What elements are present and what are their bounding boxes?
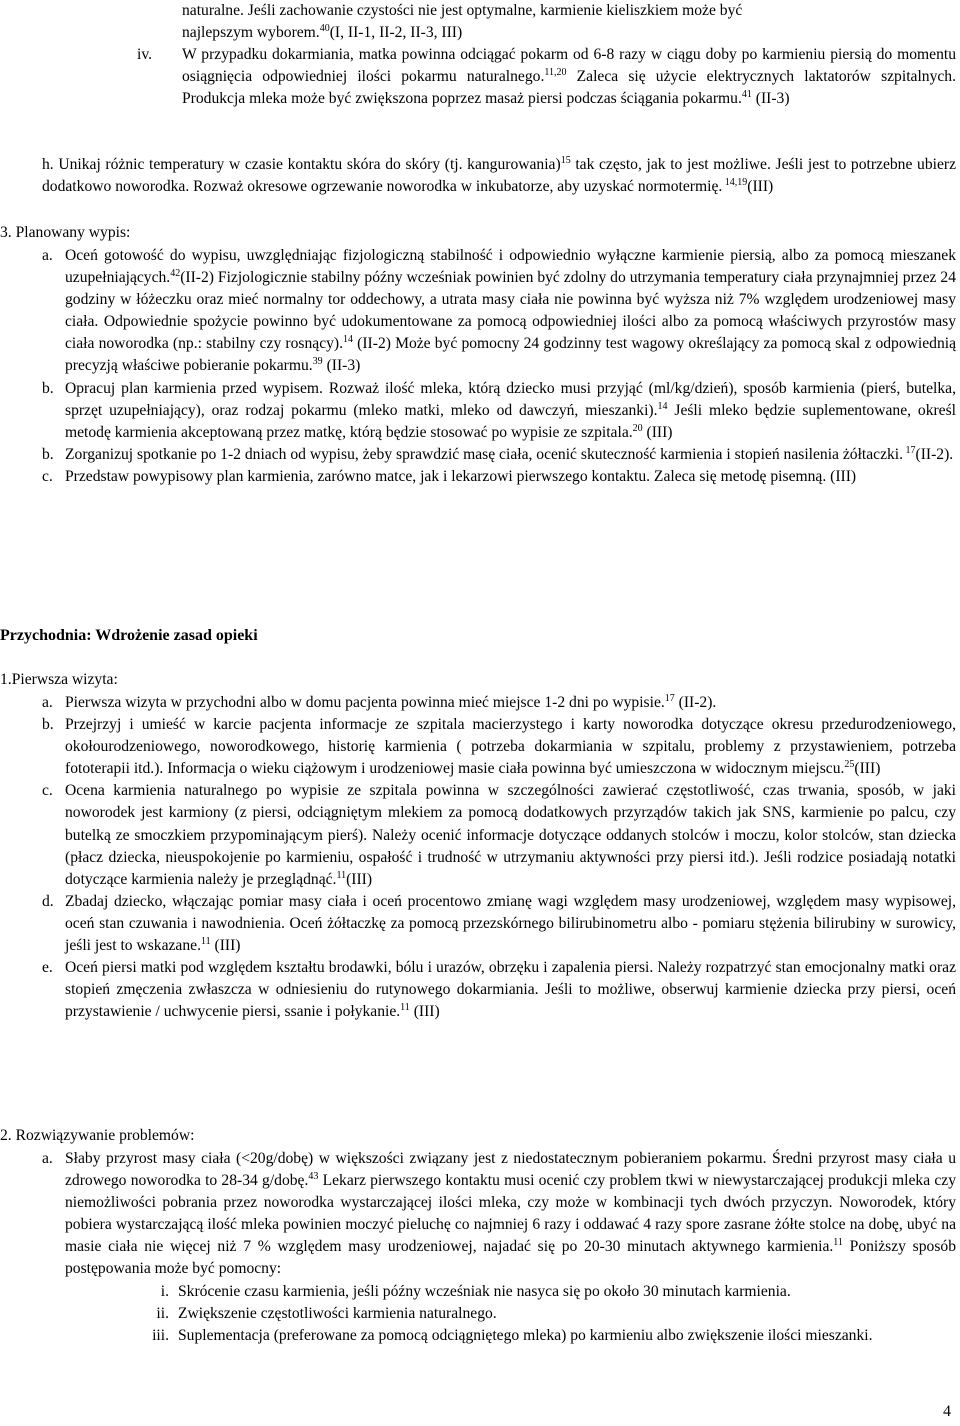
list-item-text: Przejrzyj i umieść w karcie pacjenta informacje ze szpitala macierzystego i karty noworodka dotyczące okresu przedurodzeniowego, okołourodzeniowego, noworodkowego, historię karmienia ( potrzeba dokarmiania w szpitalu, problemy z przystawieniem, potrzeba fototerapii itd.). Informacja o wieku ciążowym i urodzeniowej masie ciała powinna być umieszczona w widocznym miejscu.$^{25}$(III) bbox=[65, 716, 956, 778]
sub-list-item-text: Suplementacja (preferowane za pomocą odciągniętego mleka) po karmieniu albo zwiększenie ilości mieszanki. bbox=[178, 1326, 873, 1344]
sub-list-item-text: Skrócenie czasu karmienia, jeśli późny wcześniak nie nasyca się po około 30 minutach karmienia. bbox=[178, 1282, 791, 1300]
list-item-text: Zorganizuj spotkanie po 1-2 dniach od wypisu, żeby sprawdzić masę ciała, ocenić skuteczność karmienia i stopień nasilenia żółtaczki. $^{17}$(II-2). bbox=[65, 444, 954, 463]
list-item bbox=[0, 466, 956, 488]
list-item-iv bbox=[137, 44, 956, 110]
continuation-line-1: naturalne. Jeśli zachowanie czystości nie jest optymalne, karmienie kieliszkiem może być bbox=[182, 2, 743, 19]
list-item-text: Zbadaj dziecko, włączając pomiar masy ciała i oceń procentowo zmianę wagi względem masy urodzeniowej, względem masy wypisowej, oceń stan czuwania i nawodnienia. Oceń żółtaczkę za pomocą przezskórnego bilirubinometru albo - pomiaru stężenia bilirubiny w surowicy, jeśli jest to wskazane.$^{11}$ (III) bbox=[65, 892, 956, 955]
list-label: c. bbox=[42, 467, 53, 485]
list-item bbox=[0, 714, 956, 780]
list-item bbox=[0, 245, 956, 378]
list-item-text: W przypadku dokarmiania, matka powinna odciągać pokarm od 6-8 razy w ciągu doby po karmieniu piersią do momentu osiągnięcia odpowiedniej ilości pokarmu naturalnego.$^{11,20}$ Zaleca się użycie elektrycznych laktatorów szpitalnych. Produkcja mleka może być zwiększona poprzez masaż piersi podczas ściągania pokarmu.$^{41}$ (II-3) bbox=[182, 46, 956, 108]
list-item bbox=[0, 1148, 956, 1281]
problem-solving-list bbox=[0, 1148, 956, 1347]
sub-list-item bbox=[0, 1303, 956, 1325]
list-item bbox=[0, 780, 956, 890]
sub-list-item bbox=[0, 1281, 956, 1303]
list-label: a. bbox=[42, 694, 53, 711]
list-label: iv. bbox=[137, 46, 153, 63]
list-item-text: Oceń gotowość do wypisu, uwzględniając fizjologiczną stabilność i odpowiednio wyłączne karmienie piersią, albo za pomocą mieszanek uzupełniających.$^{42}$(II-2) Fizjologicznie stabilny późny wcześniak powinien być zdolny do utrzymania temperatury ciała przynajmniej przez 24 godziny w łóżeczku oraz mieć normalny tor oddechowy, a utrata masy ciała nie powinna być wyższa niż 7% względem urodzeniowej masy ciała. Odpowiednie spożycie powinno być udokumentowane za pomocą odpowiedniej ilości albo za pomocą właściwych przyrostów masy ciała noworodka (np.: stabilny czy rosnący).$^{14}$ (II-2) Może być pomocny 24 godzinny test wagowy określający za pomocą skal z odpowiednią precyzją właściwe pobieranie pokarmu.$^{39}$ (II-3) bbox=[65, 247, 956, 375]
list-label: b. bbox=[42, 716, 54, 734]
list-item bbox=[0, 692, 956, 714]
sub-list-item bbox=[0, 1325, 956, 1347]
list-item bbox=[0, 891, 956, 957]
list-label: e. bbox=[42, 959, 53, 977]
sub-list-label: ii. bbox=[156, 1304, 169, 1322]
page-number: 4 bbox=[943, 1403, 951, 1420]
sub-list-label: i. bbox=[160, 1282, 169, 1300]
list-label: a. bbox=[42, 1150, 53, 1167]
list-item-text: Opracuj plan karmienia przed wypisem. Rozważ ilość mleka, którą dziecko musi przyjąć (ml/kg/dzień), sposób karmienia (pierś, butelka, sprzęt uzupełniający), oraz rodzaj pokarmu (mleko matki, mleko od dawczyń, mieszanki).$^{14}$ Jeśli mleko będzie suplementowane, określ metodę karmienia akceptowaną przez matkę, którą będzie stosować po wypisie ze szpitala.$^{20}$ (III) bbox=[65, 379, 957, 441]
subsection-heading-first-visit: 1.Pierwsza wizyta: bbox=[0, 671, 118, 688]
section-heading-planned-discharge: 3. Planowany wypis: bbox=[0, 224, 131, 241]
list-label: b. bbox=[42, 379, 54, 397]
list-label: c. bbox=[42, 782, 53, 800]
list-item-text: Ocena karmienia naturalnego po wypisie ze szpitala powinna w szczególności zawierać częstotliwość, czas trwania, sposób, w jaki noworodek jest karmiony (z piersi, odciągniętym mlekiem za pomocą dodatkowych przyrządów takich jak SNS, karmienie po palcu, czy butelką ze smoczkiem przypominającym pierś). Należy ocenić informacje dotyczące oddanych stolców i moczu, kolor stolców, stan dziecka (płacz dziecka, nieuspokojenie po karmieniu, ospałość i trudność w utrzymaniu aktywności przy piersi itd.). Jeśli rodzice posiadają notatki dotyczące karmienia należy je przeglądnąć.$^{11}$(III) bbox=[65, 782, 956, 888]
subsection-heading-problem-solving: 2. Rozwiązywanie problemów: bbox=[0, 1127, 195, 1144]
list-label: d. bbox=[42, 892, 54, 910]
list-label: a. bbox=[42, 247, 53, 264]
list-item bbox=[0, 444, 956, 466]
list-item-text: Pierwsza wizyta w przychodni albo w domu pacjenta powinna mieć miejsce 1-2 dni po wypisie.$^{17}$ (II-2). bbox=[65, 693, 717, 711]
list-item-text: Przedstaw powypisowy plan karmienia, zarówno matce, jak i lekarzowi pierwszego kontaktu. Zaleca się metodę pisemną. (III) bbox=[65, 467, 857, 485]
continuation-line-2: najlepszym wyborem.$^{40}$(I, II-1, II-2, II-3, III) bbox=[182, 23, 463, 42]
list-item-text: h. Unikaj różnic temperatury w czasie kontaktu skóra do skóry (tj. kangurowania)$^{15}$ tak często, jak to jest możliwe. Jeśli jest to potrzebne ubierz dodatkowo noworodka. Rozważ okresowe ogrzewanie noworodka w inkubatorze, aby uzyskać normotermię. $^{14,19}$(III) bbox=[42, 155, 956, 196]
first-visit-list bbox=[0, 692, 956, 1023]
sub-list bbox=[0, 1281, 956, 1347]
sub-list-item-text: Zwiększenie częstotliwości karmienia naturalnego. bbox=[178, 1304, 497, 1322]
list-item-text: Słaby przyrost masy ciała (<20g/dobę) w większości związany jest z niedostatecznym pobieraniem pokarmu. Średni przyrost masy ciała u zdrowego noworodka to 28-34 g/dobę.$^{43}$ Lekarz pierwszego kontaktu musi ocenić czy problem tkwi w niewystarczającej produkcji mleka czy niemożliwości pobrania przez noworodka wystarczającej ilości mleka, czy może w kombinacji tych dwóch przyczyn. Noworodek, który pobiera wystarczającą ilość mleka powinien moczyć pieluchę co najmniej 6 razy i oddawać 4 razy spore zasrane żółte stolce na dobę, ubyć na masie ciała nie więcej niż 7 % względem masy urodzeniowej, najadać się po 20-30 minutach aktywnego karmienia.$^{11}$ Poniższy sposób postępowania może być pomocny: bbox=[65, 1150, 956, 1278]
section-heading-clinic: Przychodnia: Wdrożenie zasad opieki bbox=[0, 627, 258, 644]
sub-list-label: iii. bbox=[152, 1326, 169, 1344]
continuation-block bbox=[182, 0, 956, 44]
list-label: b. bbox=[42, 445, 54, 463]
section3-list bbox=[0, 245, 956, 488]
list-item-text: Oceń piersi matki pod względem kształtu brodawki, bólu i urazów, obrzęku i zapalenia piersi. Należy rozpatrzyć stan emocjonalny matki oraz stopień zmęczenia zwłaszcza w odniesieniu do rutynowego dokarmiania. Jeśli to możliwe, obserwuj karmienie dziecka przy piersi, oceń przystawienie / uchwycenie piersi, ssanie i połykanie.$^{11}$ (III) bbox=[65, 959, 956, 1021]
list-item bbox=[0, 957, 956, 1023]
list-item-h bbox=[42, 154, 956, 198]
list-item bbox=[0, 378, 956, 444]
